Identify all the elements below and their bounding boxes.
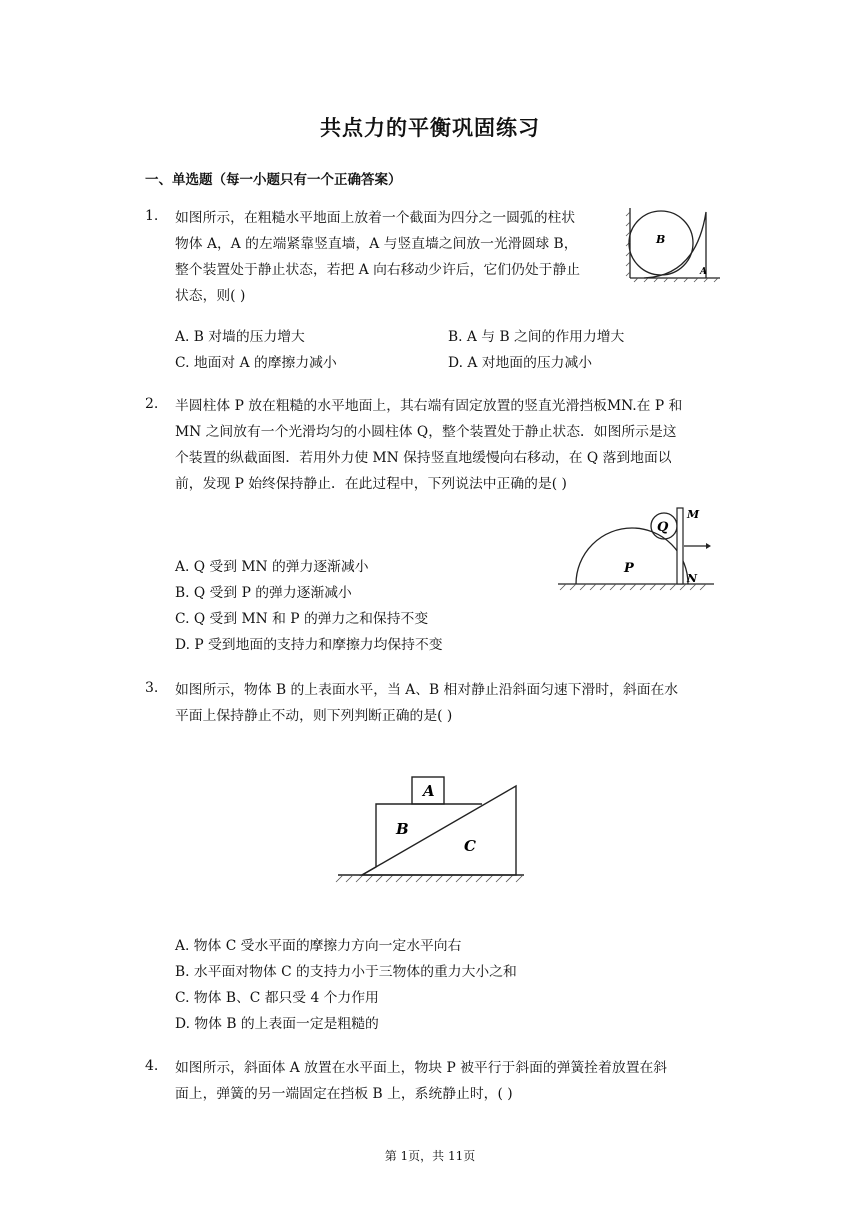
option-a[interactable]: A. 物体 C 受水平面的摩擦力方向一定水平向右 bbox=[175, 938, 462, 954]
question-3-line: 平面上保持静止不动，则下列判断正确的是( ) bbox=[175, 708, 453, 724]
label-b: B bbox=[656, 233, 666, 246]
option-a[interactable]: A. B 对墙的压力增大 bbox=[175, 329, 305, 345]
question-4-text bbox=[175, 1055, 667, 1107]
label-a: A bbox=[423, 782, 435, 800]
option-d[interactable]: D. A 对地面的压力减小 bbox=[448, 355, 593, 371]
question-3-text bbox=[175, 677, 678, 729]
label-b: B bbox=[396, 820, 409, 838]
question-1-line: 物体 A，A 的左端紧靠竖直墙，A 与竖直墙之间放一光滑圆球 B， bbox=[175, 236, 578, 252]
section-heading: 一、单选题（每一小题只有一个正确答案） bbox=[145, 172, 402, 188]
baffle-mn bbox=[677, 508, 683, 584]
question-2-text bbox=[175, 393, 682, 497]
option-c[interactable]: C. Q 受到 MN 和 P 的弹力之和保持不变 bbox=[175, 611, 429, 627]
option-b[interactable]: B. 水平面对物体 C 的支持力小于三物体的重力大小之和 bbox=[175, 964, 517, 980]
label-c: C bbox=[464, 837, 476, 855]
question-4-line: 如图所示，斜面体 A 放置在水平面上，物块 P 被平行于斜面的弹簧拴着放置在斜 bbox=[175, 1060, 668, 1076]
label-q: Q bbox=[657, 520, 669, 535]
question-1-line: 状态，则( ) bbox=[175, 288, 246, 304]
option-a[interactable]: A. Q 受到 MN 的弹力逐渐减小 bbox=[175, 559, 369, 575]
option-d[interactable]: D. P 受到地面的支持力和摩擦力均保持不变 bbox=[175, 637, 443, 653]
question-2-line: 半圆柱体 P 放在粗糙的水平地面上，其右端有固定放置的竖直光滑挡板MN.在 P 和 bbox=[175, 398, 683, 414]
option-d[interactable]: D. 物体 B 的上表面一定是粗糙的 bbox=[175, 1016, 379, 1032]
question-4-number: 4. bbox=[145, 1058, 159, 1074]
question-2-figure bbox=[558, 502, 718, 594]
question-1-line: 如图所示，在粗糙水平地面上放着一个截面为四分之一圆弧的柱状 bbox=[175, 210, 576, 226]
question-2-line: MN 之间放有一个光滑均匀的小圆柱体 Q，整个装置处于静止状态．如图所示是这 bbox=[175, 424, 677, 440]
question-1-number: 1. bbox=[145, 208, 159, 224]
page-title: 共点力的平衡巩固练习 bbox=[320, 116, 540, 140]
incline-c bbox=[362, 786, 516, 875]
option-b[interactable]: B. A 与 B 之间的作用力增大 bbox=[448, 329, 625, 345]
label-p: P bbox=[624, 561, 634, 576]
option-b[interactable]: B. Q 受到 P 的弹力逐渐减小 bbox=[175, 585, 352, 601]
question-1-text bbox=[175, 205, 580, 309]
question-4-line: 面上，弹簧的另一端固定在挡板 B 上，系统静止时，( ) bbox=[175, 1086, 513, 1102]
question-1-figure bbox=[626, 208, 722, 282]
question-2-number: 2. bbox=[145, 396, 159, 412]
page-footer: 第 1页，共 11页 bbox=[384, 1149, 476, 1163]
question-2-line: 个装置的纵截面图．若用外力使 MN 保持竖直地缓慢向右移动，在 Q 落到地面以 bbox=[175, 450, 672, 466]
question-1-line: 整个装置处于静止状态，若把 A 向右移动少许后，它们仍处于静止 bbox=[175, 262, 581, 278]
label-n: N bbox=[687, 572, 698, 585]
option-c[interactable]: C. 物体 B、C 都只受 4 个力作用 bbox=[175, 990, 379, 1006]
option-c[interactable]: C. 地面对 A 的摩擦力减小 bbox=[175, 355, 337, 371]
label-m: M bbox=[687, 508, 700, 521]
question-2-line: 前，发现 P 始终保持静止．在此过程中，下列说法中正确的是( ) bbox=[175, 476, 567, 492]
question-3-figure bbox=[334, 776, 528, 888]
label-a: A bbox=[700, 267, 707, 277]
block-a bbox=[644, 212, 706, 278]
question-3-number: 3. bbox=[145, 680, 159, 696]
question-3-line: 如图所示，物体 B 的上表面水平，当 A、B 相对静止沿斜面匀速下滑时，斜面在水 bbox=[175, 682, 679, 698]
